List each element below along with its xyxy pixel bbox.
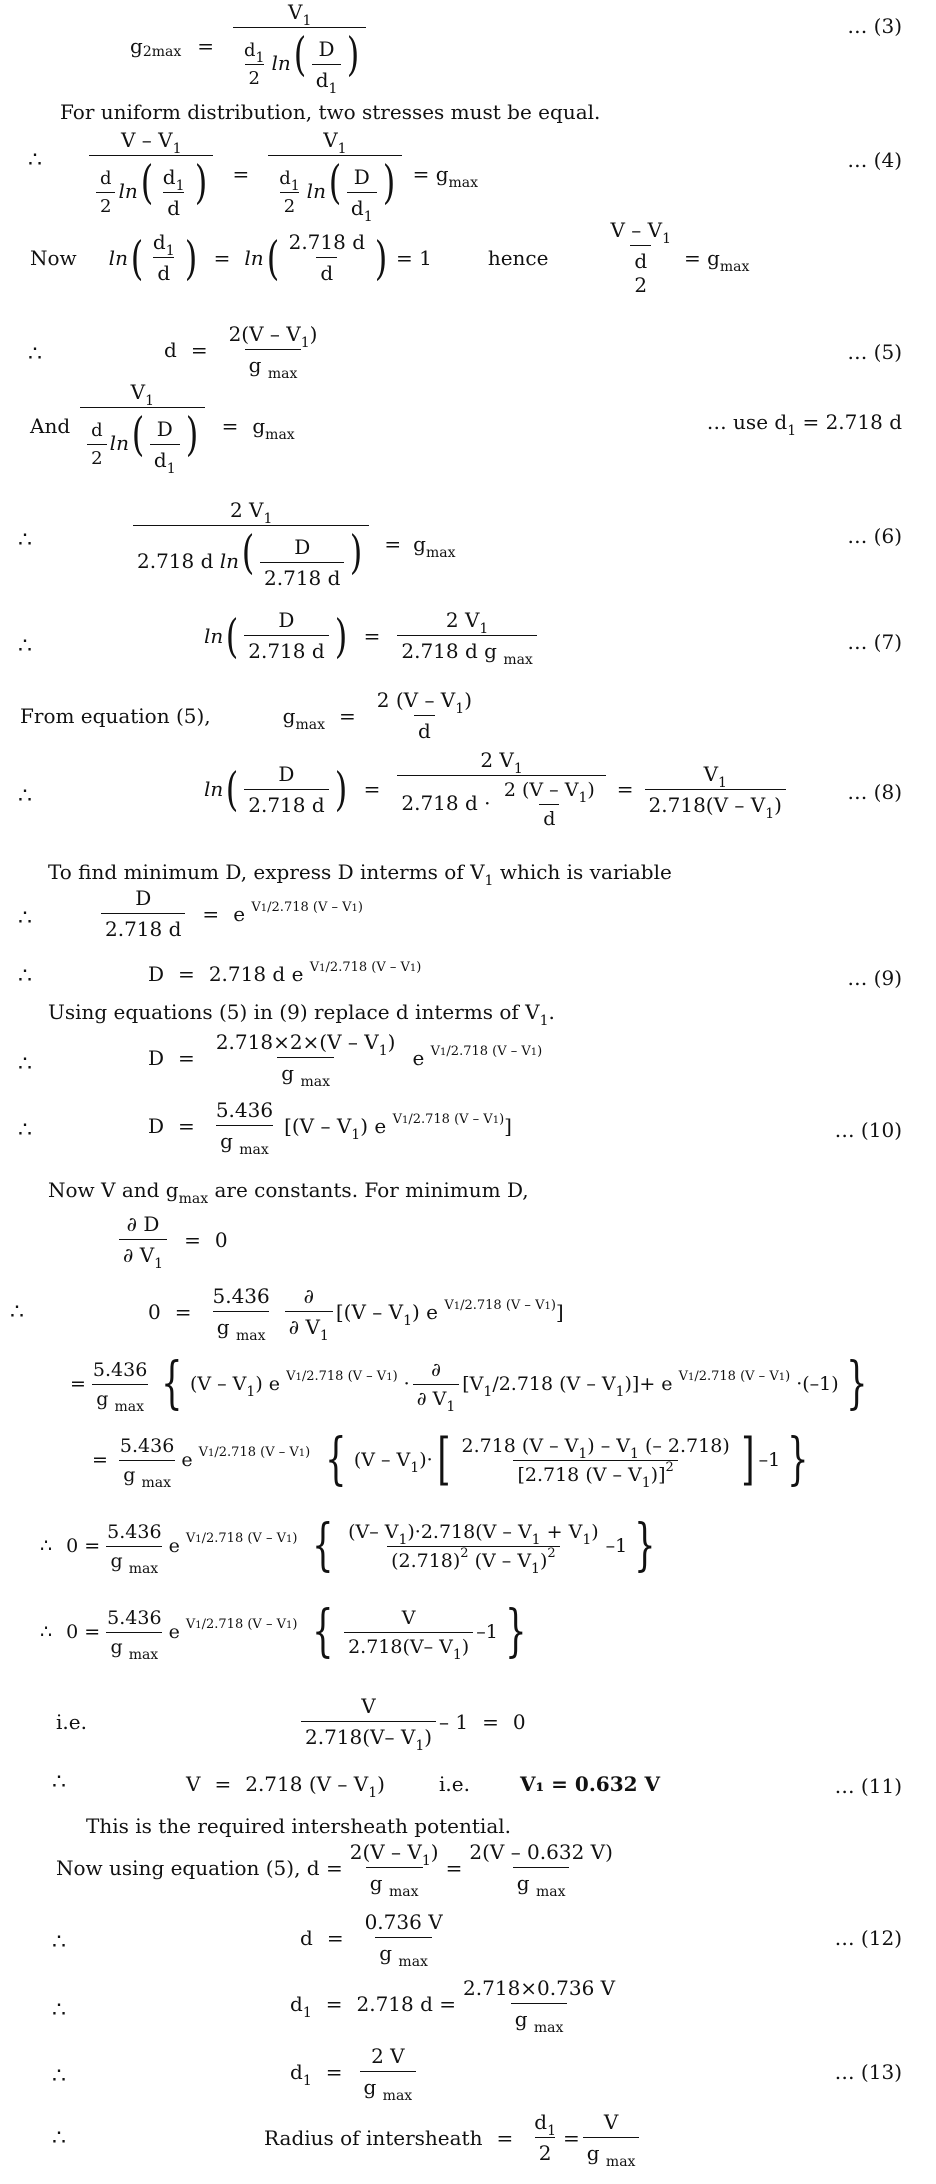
exp-equation: $\frac{D}{2.718 d}$ = e $^{V1/2.718 (V - V1)}$ (98, 886, 363, 941)
equation-number-8: … (8) (847, 780, 902, 804)
equation-13: $d_1$ = $\frac{2 V}{g _{max}}$ (290, 2044, 419, 2099)
equation-number-5: … (5) (847, 340, 902, 364)
therefore-symbol: ∴ (18, 784, 32, 809)
uniform-distribution-text: For uniform distribution, two stresses must be equal. (60, 100, 601, 124)
ie-equation: $\frac{V}{2.718(V- V_1)}$ – 1 = 0 (298, 1694, 526, 1749)
therefore-symbol: ∴ (18, 964, 32, 989)
and-equation: And $V_1$ $\frac{d}{2}$ ln( $\frac{D}{d_1}$ ) = $g_{max}$ (30, 380, 295, 477)
required-potential-text: This is the required intersheath potential. (86, 1814, 511, 1838)
equation-3: g 2max = $V_1$ $\frac{d_1}{2}$ ln( $\frac{D}{d_1}$ ) (130, 0, 369, 92)
therefore-symbol: ∴ (28, 148, 42, 173)
product-rule-line: = $\frac{5.436}{g _{max}}$ { $(V - V_1)$ e $^{V1/2.718 (V - V1)}$ · $\frac{\partial}{\partial V_1}$ [$V_1/2.718$ $(V - V_1)]+ e$ $^{V1/2.718 (V - V1)}$ ·(–1) } (70, 1351, 868, 1416)
d-substituted-equation: D = $\frac{2.718\times 2\times(V - V_1)}{g _{max}}$ e $^{V1/2.718 (V - V1)}$ (148, 1030, 543, 1090)
equation-number-9: … (9) (847, 966, 902, 990)
radius-equation: Radius of intersheath = $\frac{d_1}{2}$ = $\frac{V}{g _{max}}$ (264, 2110, 642, 2165)
equation-4: V – $V_1$ $\frac{d}{2}$ ln( $\frac{d_1}{d}$ ) = $V_1$ $\frac{d_1}{2}$ ln( $\frac{D}{d_1}$ ) = $g_{max}$ (86, 128, 478, 220)
equation-12: d = $\frac{0.736 V}{g _{max}}$ (300, 1910, 443, 1970)
equation-number-11: … (11) (834, 1774, 902, 1798)
intersheath-result: V₁ = 0.632 V (519, 1772, 661, 1796)
equation-9: D = 2.718 d e $^{V1/2.718 (V - V1)}$ (148, 960, 422, 986)
equation-11: V = 2.718 $(V - V_1)$ i.e. V₁ = 0.632 V (186, 1772, 661, 1801)
using-equations-text: Using equations (5) in (9) replace d interms of $V_1$. (48, 1000, 555, 1029)
derivative-expansion: 0 = $\frac{5.436}{g _{max}}$ $\frac{\partial}{\partial V_1}$ [$(V - V_1)$ e $^{V1/2.718 (V - V1)}$] (148, 1284, 564, 1344)
equation-number-6: … (6) (847, 524, 902, 548)
equation-number-10: … (10) (834, 1118, 902, 1142)
therefore-symbol: ∴ (18, 1052, 32, 1077)
therefore-symbol: ∴ (10, 1300, 24, 1325)
therefore-symbol: ∴ (18, 528, 32, 553)
equation-number-13: … (13) (834, 2060, 902, 2084)
equation-7: ln ( $\frac{D}{2.718 d}$ ) = $\frac{2 V_1}{2.718 d g _{max}}$ (204, 608, 540, 663)
equation-10: D = $\frac{5.436}{g _{max}}$ [$(V - V_1)$ e $^{V1/2.718 (V - V1)}$] (148, 1098, 512, 1158)
simplification-line: ∴ 0 = $\frac{5.436}{g _{max}}$ e $^{V1/2.718 (V - V1)}$ { $\frac{(V- V_1)\cdot 2.718(V - V_1 + V_1)}{(2.718)^2 (V - V_1)^2}$ –1 } (40, 1513, 656, 1578)
d1-substitution: $d_1$ = 2.718 d = $\frac{2.718\times 0.736 V}{g _{max}}$ (290, 1976, 616, 2036)
therefore-symbol: ∴ (52, 1998, 66, 2023)
therefore-symbol: ∴ (52, 1930, 66, 1955)
derivative-zero: $\frac{\partial D}{\partial V_1}$ = 0 (116, 1212, 228, 1267)
from-eq5-line: From equation (5), $g_{max}$ = $\frac{2 (V - V_1)}{d}$ (20, 688, 472, 743)
use-note: … use $d_1 = 2.718$ d (706, 410, 902, 439)
therefore-symbol: ∴ (18, 906, 32, 931)
therefore-symbol: ∴ (18, 1118, 32, 1143)
equation-6: 2 $V_1$ 2.718 d ln( $\frac{D}{2.718 d}$ ) = $g_{max}$ (130, 498, 456, 590)
minimum-d-text: To find minimum D, express D interms of $V_1$ which is variable (48, 860, 672, 889)
equation-number-4: … (4) (847, 148, 902, 172)
equation-number-12: … (12) (834, 1926, 902, 1950)
ie-label: i.e. (56, 1710, 87, 1734)
reduced-line: ∴ 0 = $\frac{5.436}{g _{max}}$ e $^{V1/2.718 (V - V1)}$ { $\frac{V}{2.718(V- V_1)}$ –1 } (40, 1599, 527, 1664)
equation-8: ln ( $\frac{D}{2.718 d}$ ) = 2 $V_1$ 2.718 d · $\frac{2 (V - V_1)}{d}$ = $\frac{V_1}{2.718(V - V_1)}$ (204, 748, 789, 830)
using-eq5-line: Now using equation (5), d = $\frac{2(V - V_1)}{g _{max}}$ = $\frac{2(V - 0.632 V)}{g _{max}}$ (56, 1840, 613, 1900)
quotient-rule-line: = $\frac{5.436}{g _{max}}$ e $^{V1/2.718 (V - V1)}$ { $(V - V_1)\cdot$ [ $\frac{2.718 (V - V_1) - V_1 (- 2.718)}{[2.718 (V - V_1)]^2}$ ] –1 } (92, 1427, 809, 1492)
therefore-symbol: ∴ (28, 342, 42, 367)
therefore-symbol: ∴ (52, 2126, 66, 2151)
therefore-symbol: ∴ (52, 1770, 66, 1795)
constants-text: Now V and $g_{max}$ are constants. For minimum D, (48, 1178, 529, 1207)
equation-number-7: … (7) (847, 630, 902, 654)
therefore-symbol: ∴ (18, 634, 32, 659)
ln-identity-line: Now ln ( $\frac{d_1}{d}$ ) = ln ( $\frac{2.718 d}{d}$ ) = 1 hence V – $V_1$ d 2 = $g_{max}$ (30, 218, 750, 297)
equation-5: d = $\frac{2(V - V_1)}{g _{max}}$ (164, 322, 318, 382)
therefore-symbol: ∴ (52, 2064, 66, 2089)
equation-number-3: … (3) (847, 14, 902, 38)
